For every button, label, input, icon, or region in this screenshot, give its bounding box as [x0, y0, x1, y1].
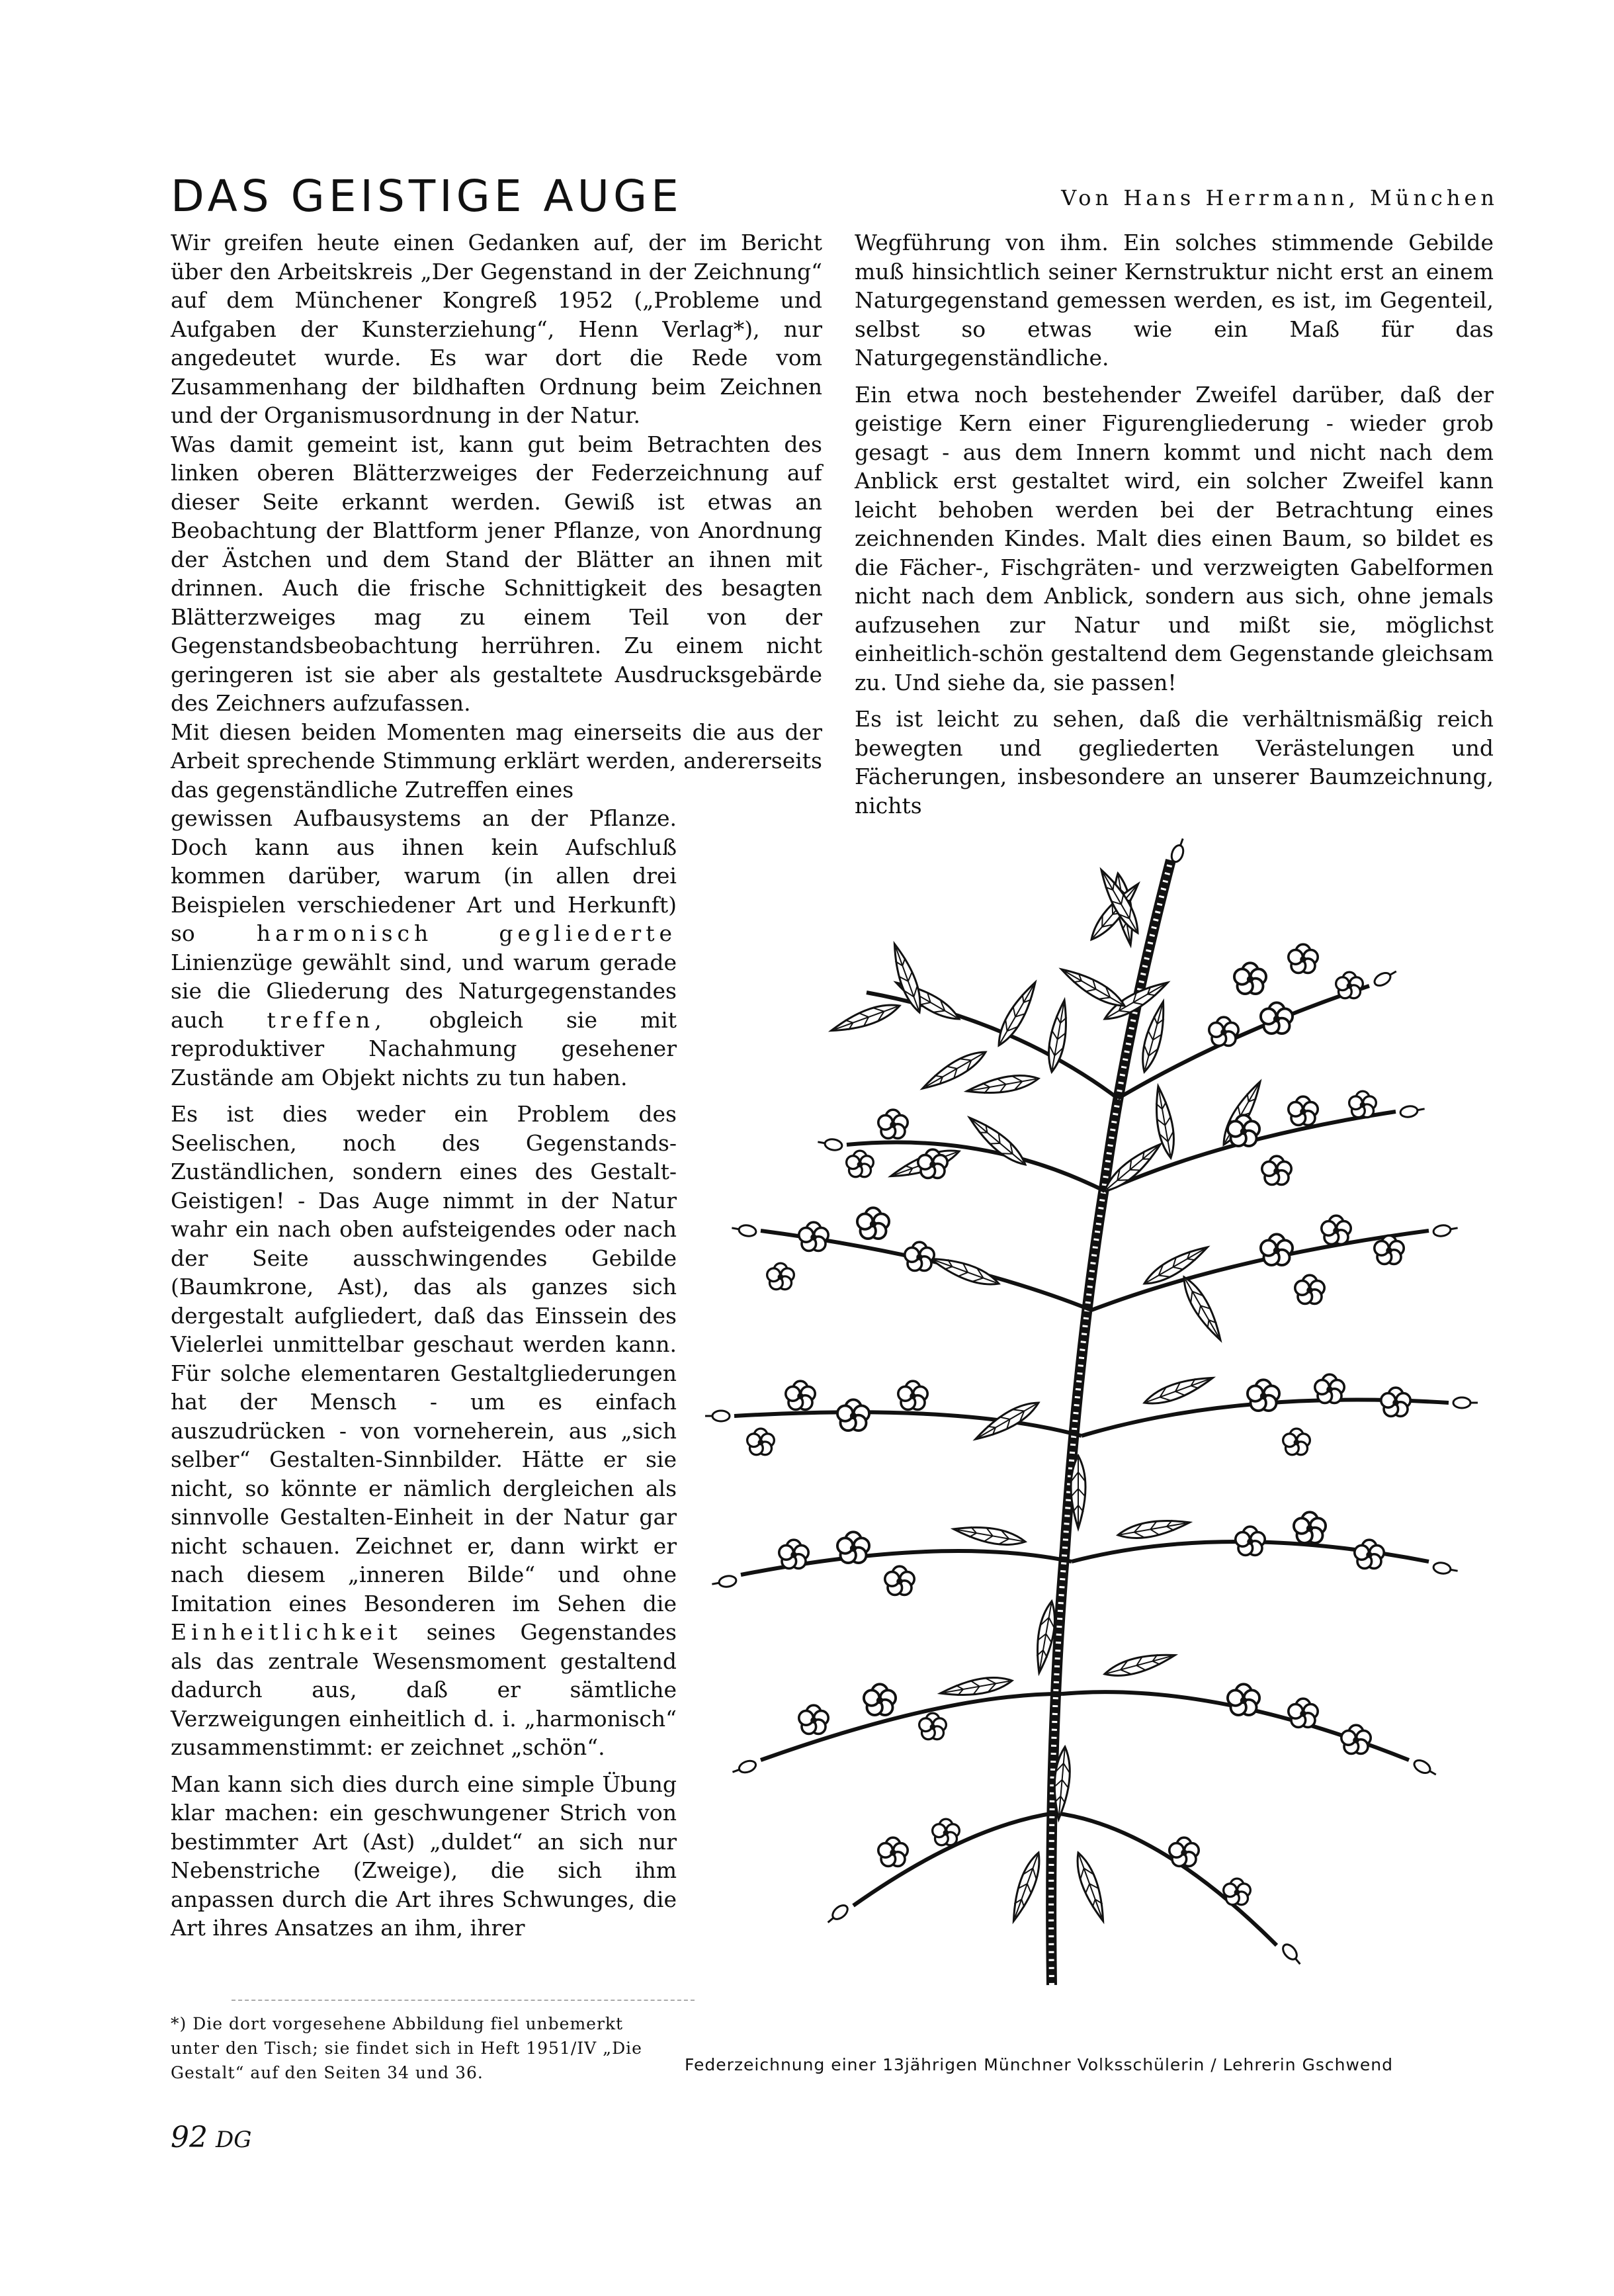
paragraph: Es ist leicht zu sehen, daß die verhältnismäßig reich bewegten und gegliederten Verästelungen und Fächerungen, insbesondere an unserer Baumzeichnung, nichts [855, 706, 1494, 818]
text-run: Es ist dies weder ein Problem des Seelischen, noch des Gegenstands-Zuständlichen, sondern eines des Gestalt-Geistigen! - Das Auge nimmt in der Natur wahr ein nach oben aufsteigendes oder nach der Seite ausschwingendes Gebilde (Baumkrone, Ast), das als ganzes sich dergestalt aufgliedert, daß das Einssein des Vielerlei unmittelbar geschaut werden kann. Für solche elementaren Gestaltgliederungen hat der Mensch - um es einfach auszudrücken - von vorneherein, aus „sich selber“ Gestalten-Sinnbilder. Hätte er sie nicht, so könnte er nämlich dergleichen als sinnvolle Gestalten-Einheit in der Natur gar nicht schauen. Zeichnet er, dann wirkt er nach diesem „inneren Bilde“ und ohne Imitation eines Besonderen im Sehen die [171, 1101, 677, 1616]
paragraph [171, 804, 677, 1092]
figure-caption: Federzeichnung einer 13jährigen Münchner Volksschülerin / Lehrerin Gschwend [685, 2055, 1394, 2074]
narrow-paragraph-block [171, 804, 677, 1943]
text-run: gewissen Aufbausystems an der Pflanze. Doch kann aus ihnen kein Aufschluß kommen darüber, warum (in allen drei Beispielen verschiedener Art und Herkunft) so [171, 805, 677, 946]
page-number-value: 92 [171, 2121, 208, 2154]
page-number [171, 2121, 251, 2154]
author-byline: Von Hans Herrmann, München [1061, 185, 1498, 210]
paragraph: Was damit gemeint ist, kann gut beim Betrachten des linken oberen Blätterzweiges der Federzeichnung auf dieser Seite erkannt werden. Gewiß ist etwas an Beobachtung der Blattform jener Pflanze, von Anordnung der Ästchen und dem Stand der Blätter an ihnen mit drinnen. Auch die frische Schnittigkeit des besagten Blätterzweiges mag zu einem Teil von der Gegenstandsbeobachtung herrühren. Zu einem nicht geringeren ist sie aber als gestaltete Ausdrucksgebärde des Zeichners aufzufassen. [171, 431, 822, 716]
text-run: Linienzüge gewählt sind, und warum gerade sie die Gliederung des Naturgegenstandes auch [171, 949, 677, 1033]
text-run: obgleich sie mit reproduktiver Nachahmung gesehener Zustände am Objekt nichts zu tun haben. [171, 1006, 677, 1090]
paragraph: Wir greifen heute einen Gedanken auf, der im Bericht über den Arbeitskreis „Der Gegenstand in der Zeichnung“ auf dem Münchener Kongreß 1952 („Probleme und Aufgaben der Kunsterziehung“, Henn Verlag*), nur angedeutet wurde. Es war dort die Rede vom Zusammenhang der bildhaften Ordnung beim Zeichnen und der Organismusordnung in der Natur. [171, 230, 822, 428]
right-column [855, 228, 1494, 820]
spaced-emphasis: treffen, [267, 1006, 386, 1033]
plant-pen-drawing [681, 820, 1488, 2025]
paragraph: Wegführung von ihm. Ein solches stimmende Gebilde muß hinsichtlich seiner Kernstruktur nicht erst an einem Naturgegenstand gemessen werden, es ist, im Gegenteil, selbst so etwas wie ein Maß für das Naturgegenständliche. [855, 230, 1494, 371]
spaced-emphasis: harmonisch gegliederte [256, 920, 677, 946]
journal-label: DG [216, 2127, 252, 2153]
footnote: *) Die dort vorgesehene Abbildung fiel unbemerkt unter den Tisch; sie findet sich in Heft 1951/IV „Die Gestalt“ auf den Seiten 34 und 36. [171, 2014, 642, 2082]
footnote-separator [232, 2000, 695, 2001]
spaced-emphasis: Einheitlichkeit [171, 1619, 402, 1645]
article-title: DAS GEISTIGE AUGE [171, 171, 683, 222]
paragraph [171, 1100, 677, 1762]
paragraph: Man kann sich dies durch eine simple Übung klar machen: ein geschwungener Strich von bestimmter Art (Ast) „duldet“ an sich nur Nebenstriche (Zweige), die sich ihm anpassen durch die Art ihres Schwunges, die Art ihres Ansatzes an ihm, ihrer [171, 1771, 677, 1941]
paragraph: Mit diesen beiden Momenten mag einerseits die aus der Arbeit sprechende Stimmung erklärt werden, andererseits das gegenständliche Zutreffen eines [171, 719, 822, 803]
text-run: seines Gegenstandes als das zentrale Wesensmoment gestaltend dadurch aus, daß er sämtliche Verzweigungen einheitlich d. i. „harmonisch“ zusammenstimmt: er zeichnet „schön“. [171, 1619, 677, 1760]
paragraph: Ein etwa noch bestehender Zweifel darüber, daß der geistige Kern einer Figurengliederung - wieder grob gesagt - aus dem Innern kommt und nicht nach dem Anblick erst gestaltet wird, ein solcher Zweifel kann leicht behoben werden bei der Betrachtung eines zeichnenden Kindes. Malt dies einen Baum, so bildet es die Fächer-, Fischgräten- und verzweigten Gabelformen nicht nach dem Anblick, sondern aus sich, ohne jemals aufzusehen zur Natur und mißt sie, möglichst einheitlich-schön gestaltend dem Gegenstande gleichsam zu. Und siehe da, sie passen! [855, 381, 1494, 695]
